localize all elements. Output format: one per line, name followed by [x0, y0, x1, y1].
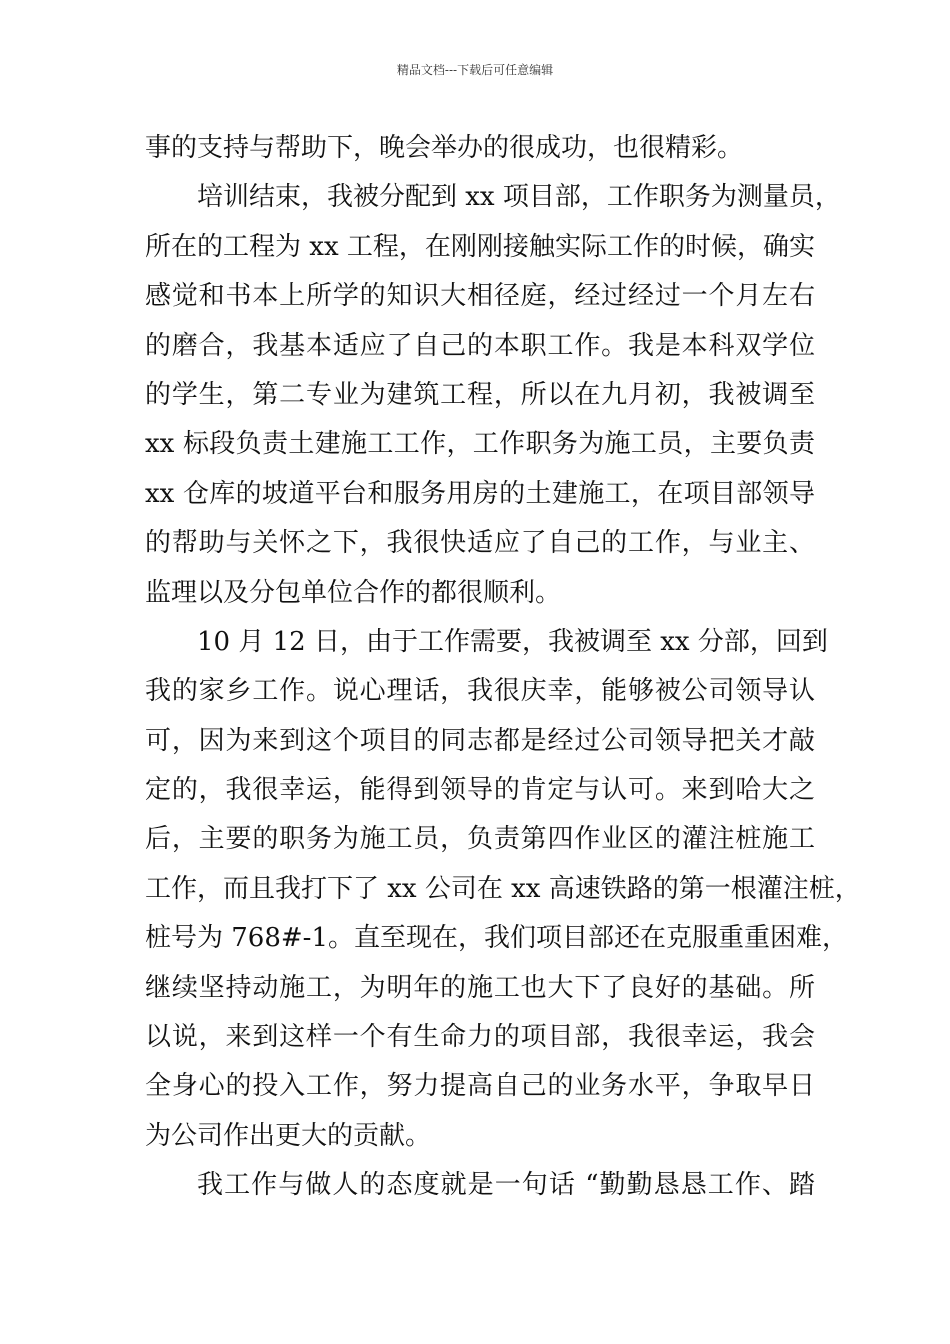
text-line: xx 仓库的坡道平台和服务用房的土建施工，在项目部领导: [145, 478, 815, 509]
text-line: 监理以及分包单位合作的都很顺利。: [145, 577, 562, 608]
text-line: 以说，来到这样一个有生命力的项目部，我很幸运，我会: [145, 1022, 815, 1053]
text-line: 工作，而且我打下了 xx 公司在 xx 高速铁路的第一根灌注桩，: [145, 873, 861, 904]
text-line: 全身心的投入工作，努力提高自己的业务水平，争取早日: [145, 1071, 815, 1102]
text-line: 的帮助与关怀之下，我很快适应了自己的工作，与业主、: [145, 528, 815, 559]
text-line: 的学生，第二专业为建筑工程，所以在九月初，我被调至: [145, 379, 815, 410]
text-line: 所在的工程为 xx 工程，在刚刚接触实际工作的时候，确实: [145, 231, 815, 262]
text-line: 事的支持与帮助下，晚会举办的很成功，也很精彩。: [145, 133, 744, 163]
text-line: 继续坚持动施工，为明年的施工也大下了良好的基础。所: [145, 972, 815, 1003]
text-line: 可，因为来到这个项目的同志都是经过公司领导把关才敲: [145, 725, 815, 756]
document-body: [145, 124, 861, 1211]
page-header: 精品文档---下载后可任意编辑: [396, 63, 554, 77]
text-line: 培训结束，我被分配到 xx 项目部，工作职务为测量员，: [197, 182, 841, 213]
text-line: 我工作与做人的态度就是一句话 “勤勤恳恳工作、踏: [197, 1170, 815, 1201]
text-line: xx 标段负责土建施工工作，工作职务为施工员，主要负责: [145, 429, 815, 460]
text-line: 定的，我很幸运，能得到领导的肯定与认可。来到哈大之: [145, 775, 815, 806]
text-line: 10 月 12 日，由于工作需要，我被调至 xx 分部，回到: [197, 626, 828, 657]
text-line: 的磨合，我基本适应了自己的本职工作。我是本科双学位: [145, 330, 815, 361]
text-line: 桩号为 768#-1。直至现在，我们项目部还在克服重重困难，: [145, 923, 849, 954]
text-line: 感觉和书本上所学的知识大相径庭，经过经过一个月左右: [145, 281, 815, 312]
text-line: 为公司作出更大的贡献。: [145, 1120, 432, 1151]
text-line: 我的家乡工作。说心理话，我很庆幸，能够被公司领导认: [145, 676, 815, 707]
text-line: 后，主要的职务为施工员，负责第四作业区的灌注桩施工: [145, 824, 815, 855]
